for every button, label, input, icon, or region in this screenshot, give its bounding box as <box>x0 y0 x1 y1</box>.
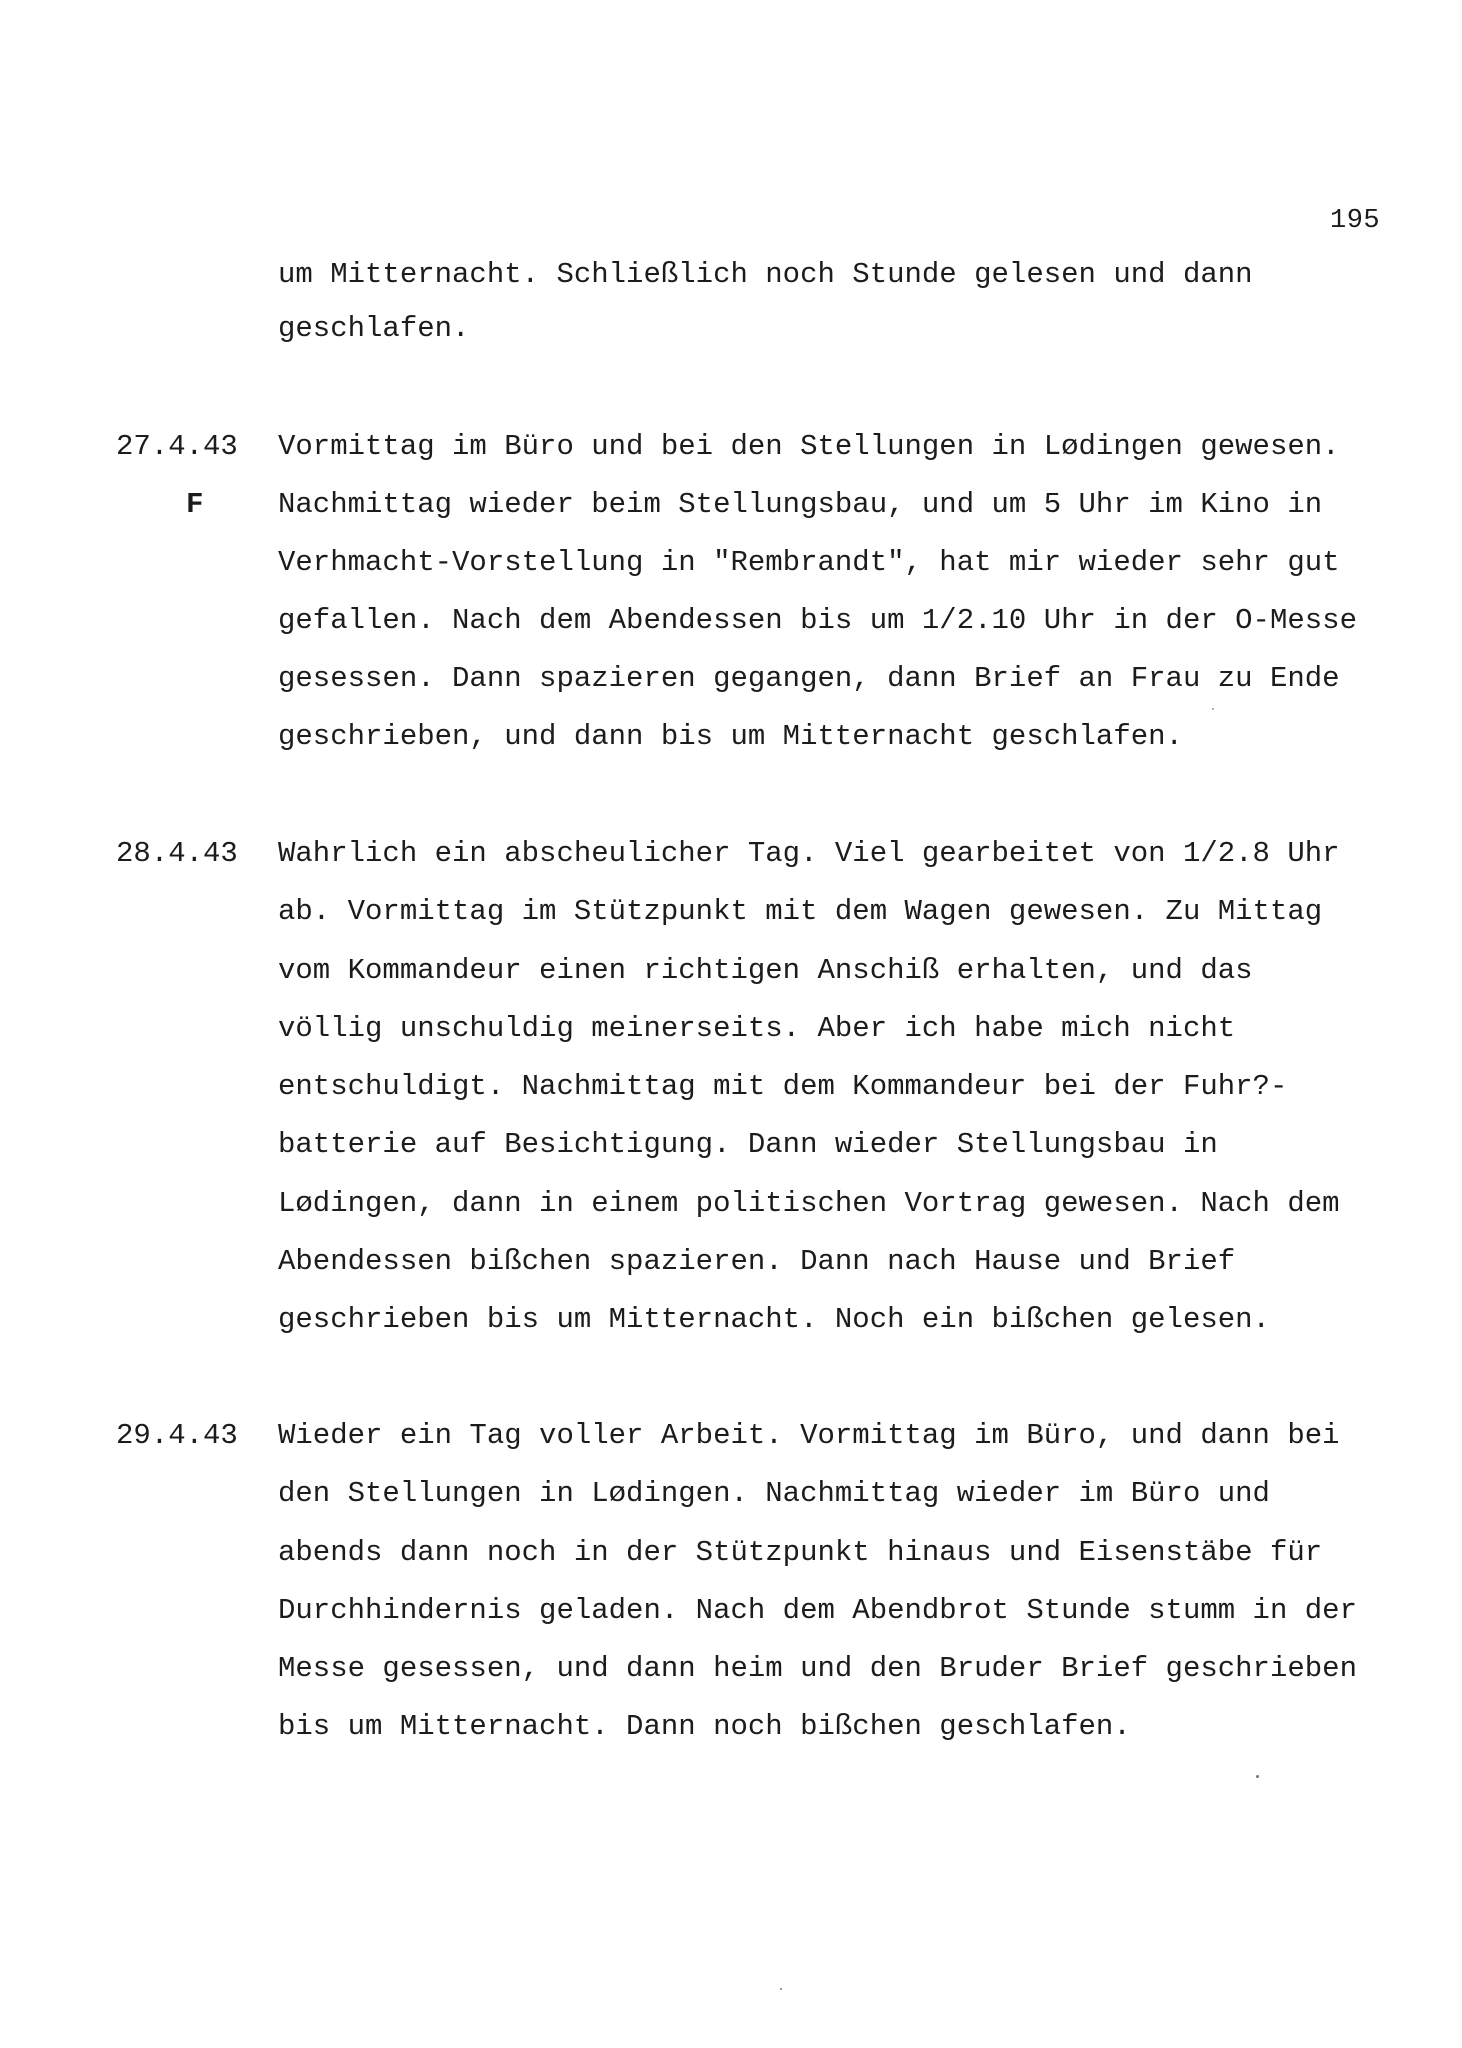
page-number: 195 <box>1330 206 1381 236</box>
text-line: den Stellungen in Lødingen. Nachmittag wieder im Büro und <box>278 1477 1270 1510</box>
text-line: abends dann noch in der Stützpunkt hinaus und Eisenstäbe für <box>278 1536 1323 1569</box>
scan-speck <box>780 1988 782 1990</box>
scan-speck <box>1256 1775 1259 1778</box>
text-line: geschrieben bis um Mitternacht. Noch ein bißchen gelesen. <box>278 1303 1270 1336</box>
text-line: ab. Vormittag im Stützpunkt mit dem Wagen gewesen. Zu Mittag <box>278 895 1323 928</box>
text-line: völlig unschuldig meinerseits. Aber ich habe mich nicht <box>278 1012 1236 1045</box>
text-line: Nachmittag wieder beim Stellungsbau, und um 5 Uhr im Kino in <box>278 488 1323 521</box>
text-line: Verhmacht-Vorstellung in "Rembrandt", hat mir wieder sehr gut <box>278 546 1340 579</box>
text-line: gefallen. Nach dem Abendessen bis um 1/2.10 Uhr in der O-Messe <box>278 604 1357 637</box>
text-line: entschuldigt. Nachmittag mit dem Kommandeur bei der Fuhr?- <box>278 1070 1288 1103</box>
text-line: Lødingen, dann in einem politischen Vortrag gewesen. Nach dem <box>278 1187 1340 1220</box>
entry-date: 28.4.43 <box>116 837 238 870</box>
text-line: gesessen. Dann spazieren gegangen, dann Brief an Frau zu Ende <box>278 662 1340 695</box>
text-line: Wahrlich ein abscheulicher Tag. Viel gearbeitet von 1/2.8 Uhr <box>278 837 1340 870</box>
text-line: um Mitternacht. Schließlich noch Stunde gelesen und dann <box>278 258 1253 291</box>
text-line: geschlafen. <box>278 312 470 345</box>
text-line: bis um Mitternacht. Dann noch bißchen geschlafen. <box>278 1710 1131 1743</box>
scan-speck <box>1212 708 1214 710</box>
entry-marker: F <box>186 488 204 521</box>
text-line: Vormittag im Büro und bei den Stellungen in Lødingen gewesen. <box>278 430 1340 463</box>
entry-date: 29.4.43 <box>116 1419 238 1452</box>
text-line: batterie auf Besichtigung. Dann wieder Stellungsbau in <box>278 1128 1218 1161</box>
entry-date: 27.4.43 <box>116 430 238 463</box>
text-line: Durchhindernis geladen. Nach dem Abendbrot Stunde stumm in der <box>278 1594 1357 1627</box>
text-line: vom Kommandeur einen richtigen Anschiß erhalten, und das <box>278 954 1253 987</box>
text-line: Wieder ein Tag voller Arbeit. Vormittag im Büro, und dann bei <box>278 1419 1340 1452</box>
text-line: geschrieben, und dann bis um Mitternacht geschlafen. <box>278 720 1183 753</box>
text-line: Messe gesessen, und dann heim und den Bruder Brief geschrieben <box>278 1652 1357 1685</box>
text-line: Abendessen bißchen spazieren. Dann nach Hause und Brief <box>278 1245 1236 1278</box>
